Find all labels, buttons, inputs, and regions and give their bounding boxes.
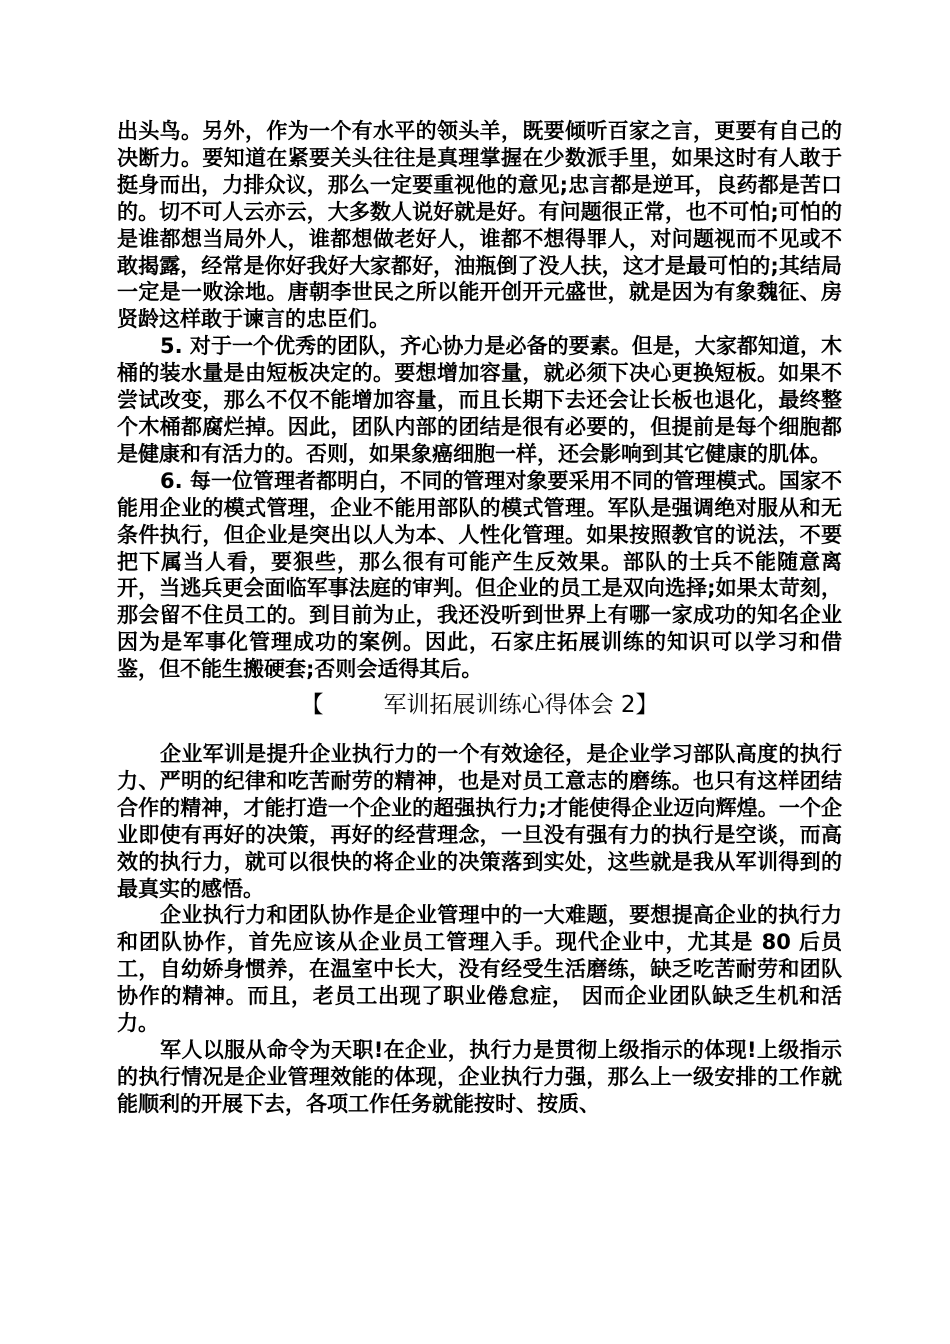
heading-title: 军训拓展训练心得体会 2】 — [383, 692, 659, 719]
body-paragraph: 出头鸟。另外，作为一个有水平的领头羊，既要倾听百家之言，更要有自己的决断力。要知道在紧要关头往往是真理掌握在少数派手里，如果这时有人敢于挺身而出，力排众议，那么一定要重视他的意见;忠言都是逆耳，良药都是苦口的。切不可人云亦云，大多数人说好就是好。有问题很正常，也不可怕;可怕的是谁都想当局外人，谁都想做老好人，谁都不想得罪人，对问题视而不见或不敢揭露，经常是你好我好大家都好，油瓶倒了没人扶，这才是最可怕的;其结局一定是一败涂地。唐朝李世民之所以能开创开元盛世，就是因为有象魏征、房贤龄这样敢于谏言的忠臣们。 — [117, 119, 842, 332]
body-paragraph: 企业执行力和团队协作是企业管理中的一大难题，要想提高企业的执行力和团队协作，首先应该从企业员工管理入手。现代企业中，尤其是 80 后员工，自幼娇身惯养，在温室中长大，没有经受生活磨练，缺乏吃苦耐劳和团队协作的精神。而且，老员工出现了职业倦怠症， 因而企业团队缺乏生机和活力。 — [117, 903, 842, 1036]
document-body — [117, 118, 842, 1118]
body-paragraph: 企业军训是提升企业执行力的一个有效途径，是企业学习部队高度的执行力、严明的纪律和吃苦耐劳的精神，也是对员工意志的磨练。也只有这样团结合作的精神，才能打造一个企业的超强执行力;才能使得企业迈向辉煌。一个企业即使有再好的决策，再好的经营理念，一旦没有强有力的执行是空谈，而高效的执行力，就可以很快的将企业的决策落到实处，这些就是我从军训得到的最真实的感悟。 — [117, 742, 842, 901]
heading-open-bracket: 【 — [300, 692, 324, 719]
section-heading — [117, 683, 842, 741]
body-paragraph-item-5: 5. 对于一个优秀的团队，齐心协力是必备的要素。但是，大家都知道，木桶的装水量是由短板决定的。要想增加容量，就必须下决心更换短板。如果不尝试改变，那么不仅不能增加容量，而且长期下去还会让长板也退化，最终整个木桶都腐烂掉。因此，团队内部的团结是很有必要的，但提前是每个细胞都是健康和有活力的。否则，如果象癌细胞一样，还会影响到其它健康的肌体。 — [117, 334, 842, 466]
body-paragraph: 军人以服从命令为天职!在企业，执行力是贯彻上级指示的体现!上级指示的执行情况是企业管理效能的体现，企业执行力强，那么上一级安排的工作就能顺利的开展下去，各项工作任务就能按时、按质、 — [117, 1038, 842, 1116]
body-paragraph-item-6: 6. 每一位管理者都明白，不同的管理对象要采用不同的管理模式。国家不能用企业的模式管理，企业不能用部队的模式管理。军队是强调绝对服从和无条件执行，但企业是突出以人为本、人性化管理。如果按照教官的说法，不要把下属当人看，要狠些，那么很有可能产生反效果。部队的士兵不能随意离开，当逃兵更会面临军事法庭的审判。但企业的员工是双向选择;如果太苛刻，那会留不住员工的。到目前为止，我还没听到世界上有哪一家成功的知名企业因为是军事化管理成功的案例。因此，石家庄拓展训练的知识可以学习和借鉴，但不能生搬硬套;否则会适得其后。 — [117, 468, 842, 682]
